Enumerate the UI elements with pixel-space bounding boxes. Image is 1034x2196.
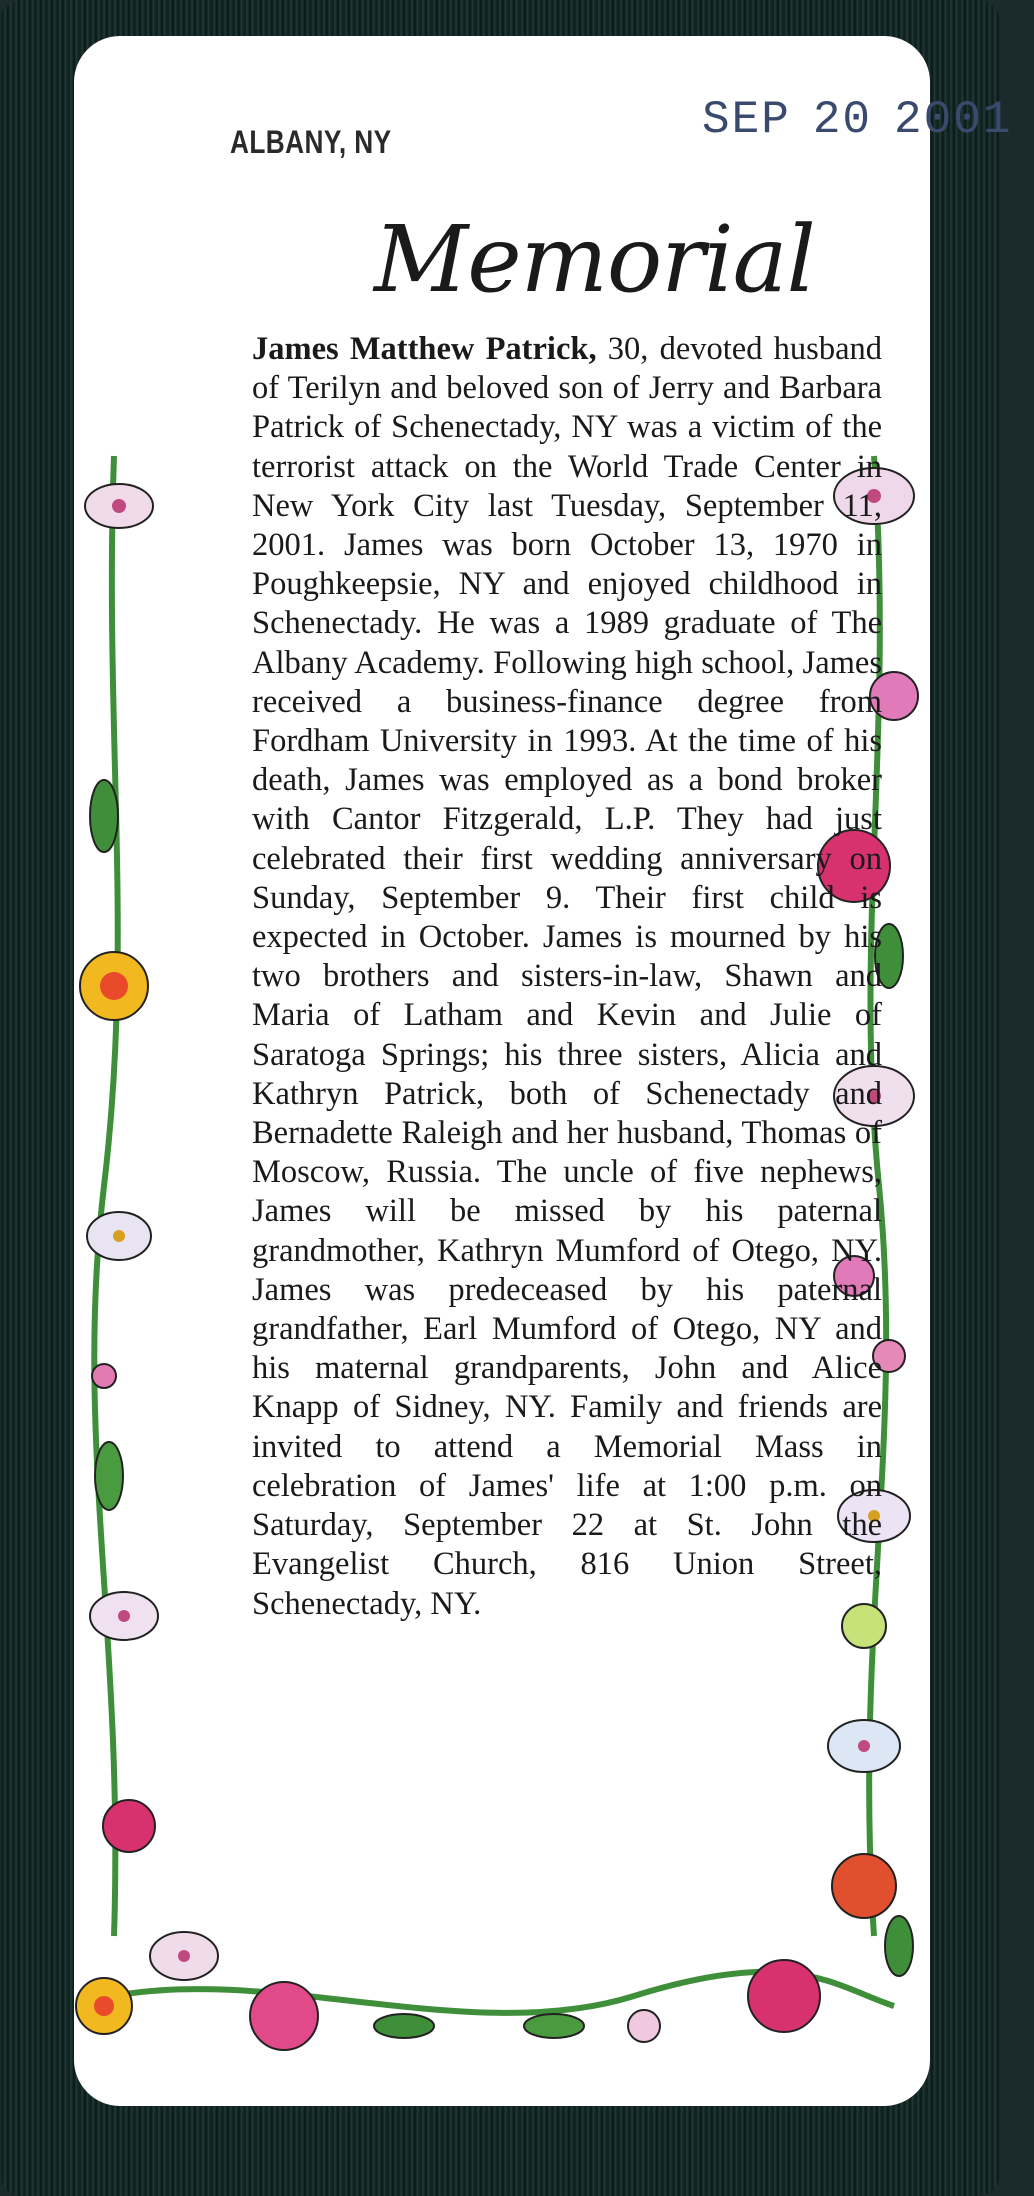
obituary-text: [252, 330, 882, 1624]
deceased-name: James Matthew Patrick,: [252, 331, 597, 367]
leaf-icon: [524, 2014, 584, 2038]
lily-flower-icon: [828, 1720, 900, 1772]
daffodil-flower-icon: [76, 1978, 132, 2034]
rose-flower-icon: [103, 1800, 155, 1852]
lily-flower-icon: [85, 484, 153, 528]
daffodil-flower-icon: [80, 952, 148, 1020]
stamp-day: 20: [812, 94, 873, 146]
memorial-title: Memorial: [374, 206, 815, 313]
location-label: ALBANY, NY: [230, 124, 392, 160]
obituary-body: 30, devoted husband of Terilyn and beloved son of Jerry and Barbara Patrick of Schenectady, NY was a victim of the terrorist attack on the World Trade Center in New York City last Tuesday, September 11, 2001. James was born October 13, 1970 in Poughkeepsie, NY and enjoyed childhood in Schenectady. He was a 1989 graduate of The Albany Academy. Following high school, James received a business-finance degree from Fordham University in 1993. At the time of his death, James was employed as a bond broker with Cantor Fitzgerald, L.P. They had just celebrated their first wedding anniversary on Sunday, September 9. Their first child is expected in October. James is mourned by his two brothers and sisters-in-law, Shawn and Maria of Latham and Kevin and Julie of Saratoga Springs; his three sisters, Alicia and Kathryn Patrick, both of Schenectady and Bernadette Raleigh and her husband, Thomas of Moscow, Russia. The uncle of five nephews, James will be missed by his paternal grandmother, Kathryn Mumford of Otego, NY. James was predeceased by his paternal grandfather, Earl Mumford of Otego, NY and his maternal grandparents, John and Alice Knapp of Sidney, NY. Family and friends are invited to attend a Memorial Mass in celebration of James' life at 1:00 p.m. on Saturday, September 22 at St. John the Evangelist Church, 816 Union Street, Schenectady, NY.: [252, 331, 883, 1622]
lily-flower-icon: [150, 1932, 218, 1980]
memorial-card: [74, 36, 1013, 2106]
left-vine-stem: [94, 456, 117, 1936]
lily-flower-icon: [90, 1592, 158, 1640]
stamp-year: 2001: [894, 94, 1013, 146]
leaf-icon: [885, 1916, 913, 1976]
leaf-icon: [95, 1442, 123, 1510]
rose-flower-icon: [748, 1960, 820, 2032]
small-pink-flower-icon: [92, 1364, 116, 1388]
leaf-icon: [90, 780, 118, 852]
lily-flower-icon: [87, 1212, 151, 1260]
rose-flower-icon: [832, 1854, 896, 1918]
leaf-icon: [374, 2014, 434, 2038]
stamp-month: SEP: [702, 94, 791, 146]
small-pink-flower-icon: [628, 2010, 660, 2042]
rose-flower-icon: [250, 1982, 318, 2050]
